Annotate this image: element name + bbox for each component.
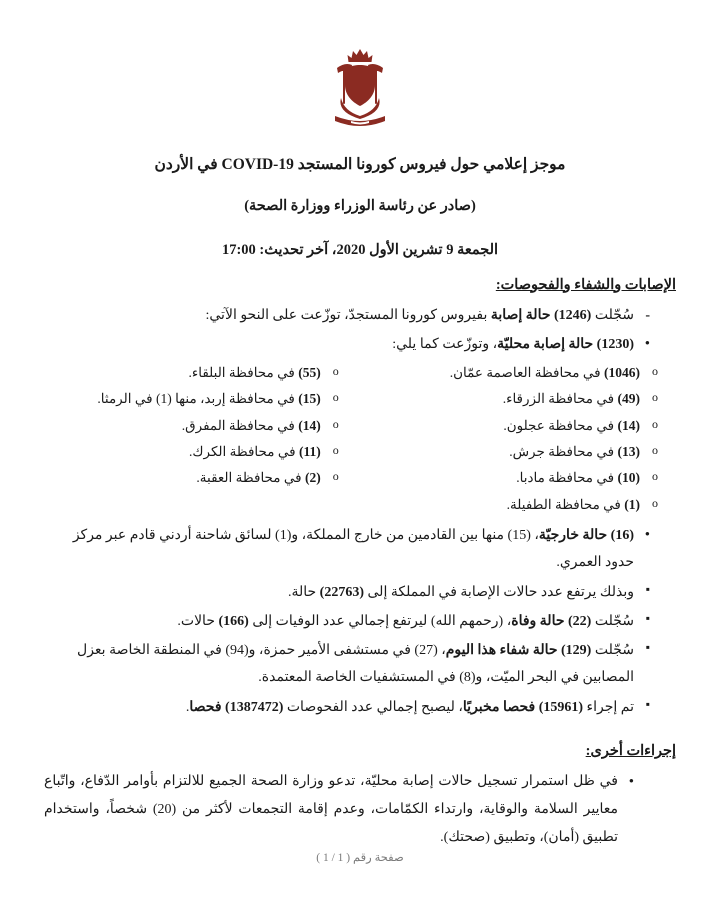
local-total-text: (1230) حالة إصابة محليّة، وتوزّعت كما يلي: <box>392 336 634 352</box>
cases-list-continued <box>44 522 676 721</box>
list-item-external-cases <box>44 522 650 577</box>
list-item: o (11) في محافظة الكرك. <box>44 439 339 465</box>
governorate-list-left <box>44 360 339 492</box>
list-item: o (14) في محافظة عجلون. <box>363 413 658 439</box>
other-measures-list <box>44 768 650 852</box>
list-item-intro <box>44 302 650 329</box>
list-item: o (2) في محافظة العقبة. <box>44 465 339 491</box>
list-item-cumulative-cases <box>44 579 650 606</box>
list-item: o (15) في محافظة إربد، منها (1) في الرمثا. <box>44 386 339 412</box>
cases-list <box>44 302 676 359</box>
governorates-column-right <box>363 360 658 518</box>
list-item: o (1) في محافظة الطفيلة. <box>363 492 658 518</box>
tests-text: تم إجراء (15961) فحصا مخبريًا، ليصبح إجمالي عدد الفحوصات (1387472) فحصا. <box>185 699 634 715</box>
date-line: الجمعة 9 تشرين الأول 2020، آخر تحديث: 17:00 <box>221 241 499 258</box>
title-block <box>44 150 676 265</box>
list-item: o (49) في محافظة الزرقاء. <box>363 386 658 412</box>
list-item-tests <box>44 694 650 721</box>
intro-text: سُجّلت (1246) حالة إصابة بفيروس كورونا المستجدّ، توزّعت على النحو الآتي: <box>205 307 634 323</box>
deaths-text: سُجّلت (22) حالة وفاة، (رحمهم الله) ليرتفع إجمالي عدد الوفيات إلى (166) حالات. <box>177 613 634 629</box>
cumulative-cases-text: وبذلك يرتفع عدد حالات الإصابة في المملكة إلى (22763) حالة. <box>287 584 634 600</box>
external-cases-text: (16) حالة خارجيّة، (15) منها بين القادمين من خارج المملكة، و(1) لسائق شاحنة أردني قادم عبر مركز حدود العمري. <box>72 528 634 571</box>
list-item: o (13) في محافظة جرش. <box>363 439 658 465</box>
list-item: o (55) في محافظة البلقاء. <box>44 360 339 386</box>
governorate-list-right <box>363 360 658 518</box>
page-footer: صفحة رقم ( 1 / 1 ) <box>316 852 404 864</box>
jordan-prime-ministry-emblem-icon <box>323 46 397 134</box>
page-title: موجز إعلامي حول فيروس كورونا المستجد COVID-19 في الأردن <box>154 156 566 173</box>
list-item-deaths <box>44 608 650 635</box>
list-item: o (10) في محافظة مادبا. <box>363 465 658 491</box>
list-item: o (1046) في محافظة العاصمة عمّان. <box>363 360 658 386</box>
governorates-columns <box>44 360 658 518</box>
list-item-recoveries <box>44 637 650 692</box>
list-item-local-total <box>44 331 650 358</box>
section-heading-cases: الإصابات والشفاء والفحوصات: <box>495 276 676 293</box>
recoveries-text: سُجّلت (129) حالة شفاء هذا اليوم، (27) في مستشفى الأمير حمزة، و(94) في المنطقة الخاصة بعزل المصابين في البحر الميّت، و(8) في المستشفيات الخاصة المعتمدة. <box>77 643 634 686</box>
governorates-column-left <box>44 360 339 518</box>
section-heading-other-measures: إجراءات أخرى: <box>585 743 676 760</box>
page-subtitle: (صادر عن رئاسة الوزراء ووزارة الصحة) <box>244 198 476 215</box>
list-item: o (14) في محافظة المفرق. <box>44 413 339 439</box>
list-item: • في ظل استمرار تسجيل حالات إصابة محليّة، تدعو وزارة الصحة الجميع للالتزام بأوامر الدّفاع، واتّباع معايير السلامة والوقاية، وارتداء الكمّامات، وعدم إقامة التجمعات لأكثر من (20) شخصاً، واستخدام تطبيق (أمان)، وتطبيق (صحتك). <box>44 768 634 852</box>
emblem-container <box>44 46 676 134</box>
